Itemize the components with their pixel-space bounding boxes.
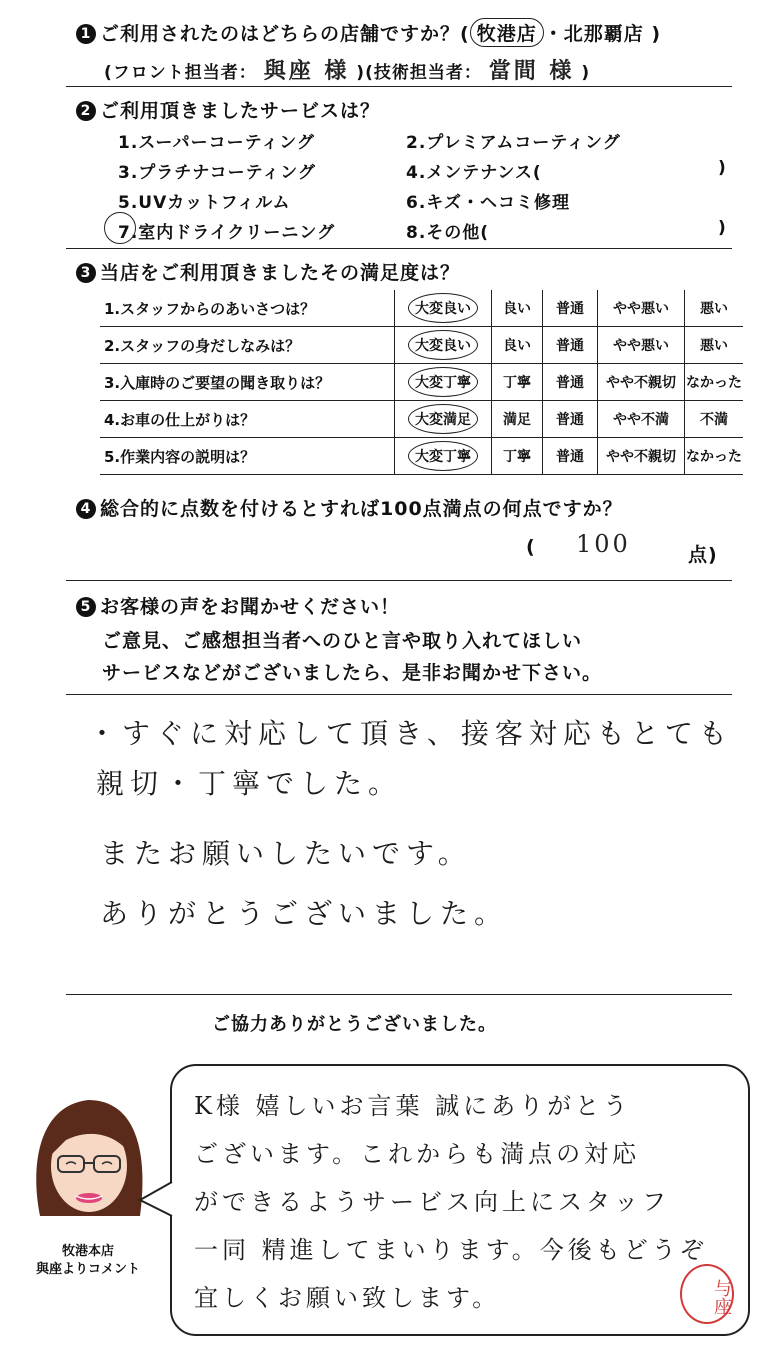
row-item: 5.作業内容の説明は？	[100, 438, 395, 475]
table-row	[100, 290, 743, 327]
selected-choice: 大変良い	[408, 330, 478, 360]
q2-option: 3.プラチナコーティング	[118, 163, 316, 183]
q2-option-selected: 7.室内ドライクリーニング	[118, 223, 336, 243]
choice: 不満	[685, 401, 744, 438]
selected-choice: 大変丁寧	[408, 367, 478, 397]
table-row	[100, 364, 743, 401]
seal-stamp: 与座	[680, 1264, 734, 1324]
comment-line: ・すぐに対応して頂き、接客対応もとても	[88, 717, 733, 750]
q4-score: 100	[576, 530, 631, 558]
choice: 満足	[492, 401, 543, 438]
reply-line: ございます。これからも満点の対応	[194, 1140, 641, 1168]
q3-question-text: 当店をご利用頂きましたその満足度は？	[100, 262, 461, 284]
comment-line: 親切・丁寧でした。	[96, 767, 403, 800]
avatar	[26, 1086, 152, 1236]
q1-store-other: ・北那覇店 )	[543, 23, 662, 45]
selected-choice: 大変良い	[408, 293, 478, 323]
staff-caption-line1: 牧港本店	[61, 1244, 114, 1259]
choice: なかった	[685, 364, 744, 401]
choice: やや不満	[598, 401, 685, 438]
choice: やや悪い	[598, 290, 685, 327]
q2-number: 2	[76, 101, 96, 121]
q3-number: 3	[76, 263, 96, 283]
choice: 普通	[543, 364, 598, 401]
q2-option: 1.スーパーコーティング	[118, 133, 315, 153]
choice: やや悪い	[598, 327, 685, 364]
table-row	[100, 438, 743, 475]
q1-close: )	[581, 63, 591, 83]
q2-option: 5.UVカットフィルム	[118, 193, 291, 213]
table-row	[100, 327, 743, 364]
choice: 丁寧	[492, 438, 543, 475]
q2-option: 8.その他(	[406, 223, 490, 243]
choice: 悪い	[685, 327, 744, 364]
reply-line: K様 嬉しいお言葉 誠にありがとう	[194, 1092, 632, 1120]
q1-store-selected: 牧港店	[470, 18, 544, 47]
bubble-tail	[138, 1180, 174, 1220]
q2-option: 2.プレミアムコーティング	[406, 133, 621, 153]
choice: 悪い	[685, 290, 744, 327]
q2-close-paren: )	[718, 218, 727, 238]
q5-number: 5	[76, 597, 96, 617]
q5-line3: サービスなどがございましたら、是非お聞かせ下さい。	[102, 662, 603, 684]
divider	[66, 694, 732, 695]
q4-open: (	[526, 536, 536, 558]
q1-tech-label: )(技術担当者：	[356, 63, 482, 83]
q5-line2: ご意見、ご感想担当者へのひと言や取り入れてほしい	[102, 630, 583, 652]
q5-question	[76, 592, 400, 619]
q1-staff-line	[104, 54, 590, 85]
q4-unit: 点)	[688, 544, 718, 566]
staff-caption-line2: 與座よりコメント	[35, 1262, 140, 1277]
choice: 良い	[492, 327, 543, 364]
q2-question-text: ご利用頂きましたサービスは？	[100, 100, 381, 122]
choice: 良い	[492, 290, 543, 327]
q1-question	[76, 18, 661, 47]
divider	[66, 248, 732, 249]
selected-choice: 大変丁寧	[408, 441, 478, 471]
selected-choice: 大変満足	[408, 404, 478, 434]
table-row	[100, 401, 743, 438]
q5-question-text: お客様の声をお聞かせください！	[100, 596, 401, 618]
choice: 普通	[543, 327, 598, 364]
divider	[66, 580, 732, 581]
choice: なかった	[685, 438, 744, 475]
row-item: 3.入庫時のご要望の聞き取りは？	[100, 364, 395, 401]
comment-line: ありがとうございました。	[100, 897, 509, 930]
divider	[66, 994, 732, 995]
choice: 普通	[543, 401, 598, 438]
choice: 普通	[543, 438, 598, 475]
q1-front-name: 與座 様	[263, 58, 350, 84]
choice: 丁寧	[492, 364, 543, 401]
divider	[66, 86, 732, 87]
row-item: 1.スタッフからのあいさつは？	[100, 290, 395, 327]
satisfaction-table	[100, 290, 743, 475]
thanks-text: ご協力ありがとうございました。	[212, 1014, 497, 1035]
q4-question-text: 総合的に点数を付けるとすれば100点満点の何点ですか？	[100, 498, 623, 520]
comment-line: またお願いしたいです。	[100, 837, 472, 870]
choice: やや不親切	[598, 364, 685, 401]
reply-line: 宜しくお願い致します。	[194, 1284, 501, 1312]
choice: 普通	[543, 290, 598, 327]
q4-number: 4	[76, 499, 96, 519]
row-item: 2.スタッフの身だしなみは？	[100, 327, 395, 364]
q4-question	[76, 494, 623, 521]
q1-tech-name: 當間 様	[488, 58, 575, 84]
reply-line: ができるようサービス向上にスタッフ	[194, 1188, 670, 1216]
q2-question	[76, 96, 380, 123]
q1-number: 1	[76, 24, 96, 44]
q1-question-text: ご利用されたのはどちらの店舗ですか？(	[100, 23, 470, 45]
q2-close-paren: )	[718, 158, 727, 178]
q1-front-label: (フロント担当者：	[104, 63, 257, 83]
q2-option: 6.キズ・ヘコミ修理	[406, 193, 570, 213]
q2-option: 4.メンテナンス(	[406, 163, 542, 183]
row-item: 4.お車の仕上がりは？	[100, 401, 395, 438]
selection-circle	[104, 212, 136, 244]
choice: やや不親切	[598, 438, 685, 475]
reply-line: 一同 精進してまいります。今後もどうぞ	[194, 1236, 708, 1264]
q3-question	[76, 258, 460, 285]
